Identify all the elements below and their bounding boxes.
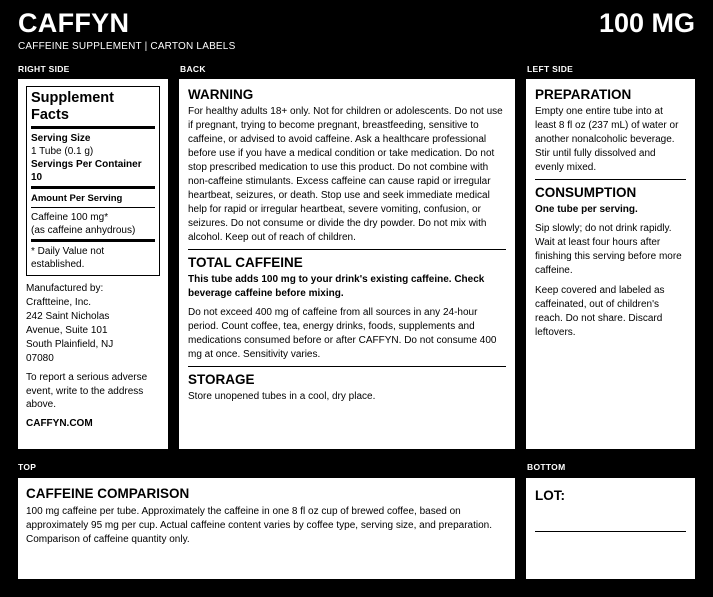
adverse-event-notice: To report a serious adverse event, write to the address above. <box>26 372 148 410</box>
manufacturer-name: Craftteine, Inc. <box>26 297 92 308</box>
daily-value-footnote: * Daily Value not established. <box>31 246 105 270</box>
left-side-panel <box>526 79 695 449</box>
top-panel <box>18 478 515 579</box>
manufacturer-block <box>26 282 160 366</box>
back-divider-2 <box>188 366 506 367</box>
left-divider <box>535 179 686 180</box>
consumption-emphasis: One tube per serving. <box>535 204 638 215</box>
serving-size-label: Serving Size <box>31 133 91 144</box>
warning-heading: WARNING <box>188 87 254 102</box>
subtitle: CAFFEINE SUPPLEMENT | CARTON LABELS <box>18 41 236 52</box>
bottom-panel <box>526 478 695 579</box>
website: CAFFYN.COM <box>26 417 93 429</box>
servings-per-container: Servings Per Container 10 <box>31 159 142 183</box>
comparison-heading: CAFFEINE COMPARISON <box>26 486 190 501</box>
label-top: TOP <box>18 462 37 472</box>
total-caffeine-text: Do not exceed 400 mg of caffeine from all sources in any 24-hour period. Count coffee, tea, energy drinks, foods, supplements and medications consumed before or after CAFFYN. Do not consume 400 mg at once. Sensitivity varies. <box>188 307 497 360</box>
brand-title: CAFFYN <box>18 8 130 38</box>
preparation-heading: PREPARATION <box>535 87 632 102</box>
manufacturer-city: South Plainfield, NJ <box>26 339 114 350</box>
consumption-text-1: Sip slowly; do not drink rapidly. Wait at least four hours after finishing this serving before more caffeine. <box>535 223 682 276</box>
label-right-side: RIGHT SIDE <box>18 64 70 74</box>
facts-divider-thick-2 <box>31 239 155 242</box>
consumption-heading: CONSUMPTION <box>535 185 637 200</box>
serving-size-value: 1 Tube (0.1 g) <box>31 146 94 157</box>
ingredient-line-1: Caffeine 100 mg* <box>31 212 109 223</box>
ingredient-line-2: (as caffeine anhydrous) <box>31 225 136 236</box>
manufacturer-address-1: 242 Saint Nicholas <box>26 311 110 322</box>
dose-label: 100 MG <box>598 8 695 38</box>
total-caffeine-heading: TOTAL CAFFEINE <box>188 255 303 270</box>
right-side-panel <box>18 79 168 449</box>
preparation-text: Empty one entire tube into at least 8 fl oz (237 mL) of water or another nonalcoholic beverage. Stir until fully dissolved and evenly mixed. <box>535 106 679 173</box>
warning-text: For healthy adults 18+ only. Not for children or adolescents. Do not use if pregnant, trying to become pregnant, breastfeeding, sensitive to caffeine, or advised to avoid caffeine. Ask a healthcare professional before use if you have a medical condition or take medication. Do not stop prescribed medication to use this product. Do not combine with non-caffeine stimulants. Excess caffeine can cause rapid or irregular heartbeat, seizures, or death. Stop use and seek immediate medical help for rapid or irregular heartbeat, severe vomiting, confusion, or seizures. Do not consume or divide the dry powder. Do not mix with alcohol. Keep out of reach of children. <box>188 106 503 243</box>
label-left-side: LEFT SIDE <box>527 64 574 74</box>
manufacturer-address-2: Avenue, Suite 101 <box>26 325 108 336</box>
manufactured-by-label: Manufactured by: <box>26 283 104 294</box>
back-panel <box>179 79 515 449</box>
facts-divider-thick <box>31 186 155 189</box>
label-back: BACK <box>180 64 206 74</box>
storage-heading: STORAGE <box>188 372 255 387</box>
supplement-facts-box <box>26 86 160 276</box>
supplement-facts-title: Supplement Facts <box>31 90 155 129</box>
back-divider-1 <box>188 249 506 250</box>
storage-text: Store unopened tubes in a cool, dry place. <box>188 391 376 402</box>
comparison-text: 100 mg caffeine per tube. Approximately the caffeine in one 8 fl oz cup of brewed coffee, based on approximately 95 mg per cup. Actual caffeine content varies by coffee type, serving size, and preparation. Comparison of caffeine quantity only. <box>26 506 493 545</box>
total-caffeine-emphasis: This tube adds 100 mg to your drink's existing caffeine. Check beverage caffeine before mixing. <box>188 274 485 299</box>
consumption-text-2: Keep covered and labeled as caffeinated, out of children's reach. Do not share. Discard leftovers. <box>535 285 665 338</box>
lot-write-line <box>535 531 686 532</box>
manufacturer-zip: 07080 <box>26 353 54 364</box>
label-bottom: BOTTOM <box>527 462 566 472</box>
facts-divider-thin <box>31 207 155 208</box>
lot-label: LOT: <box>535 488 565 503</box>
amount-per-serving: Amount Per Serving <box>31 193 123 204</box>
